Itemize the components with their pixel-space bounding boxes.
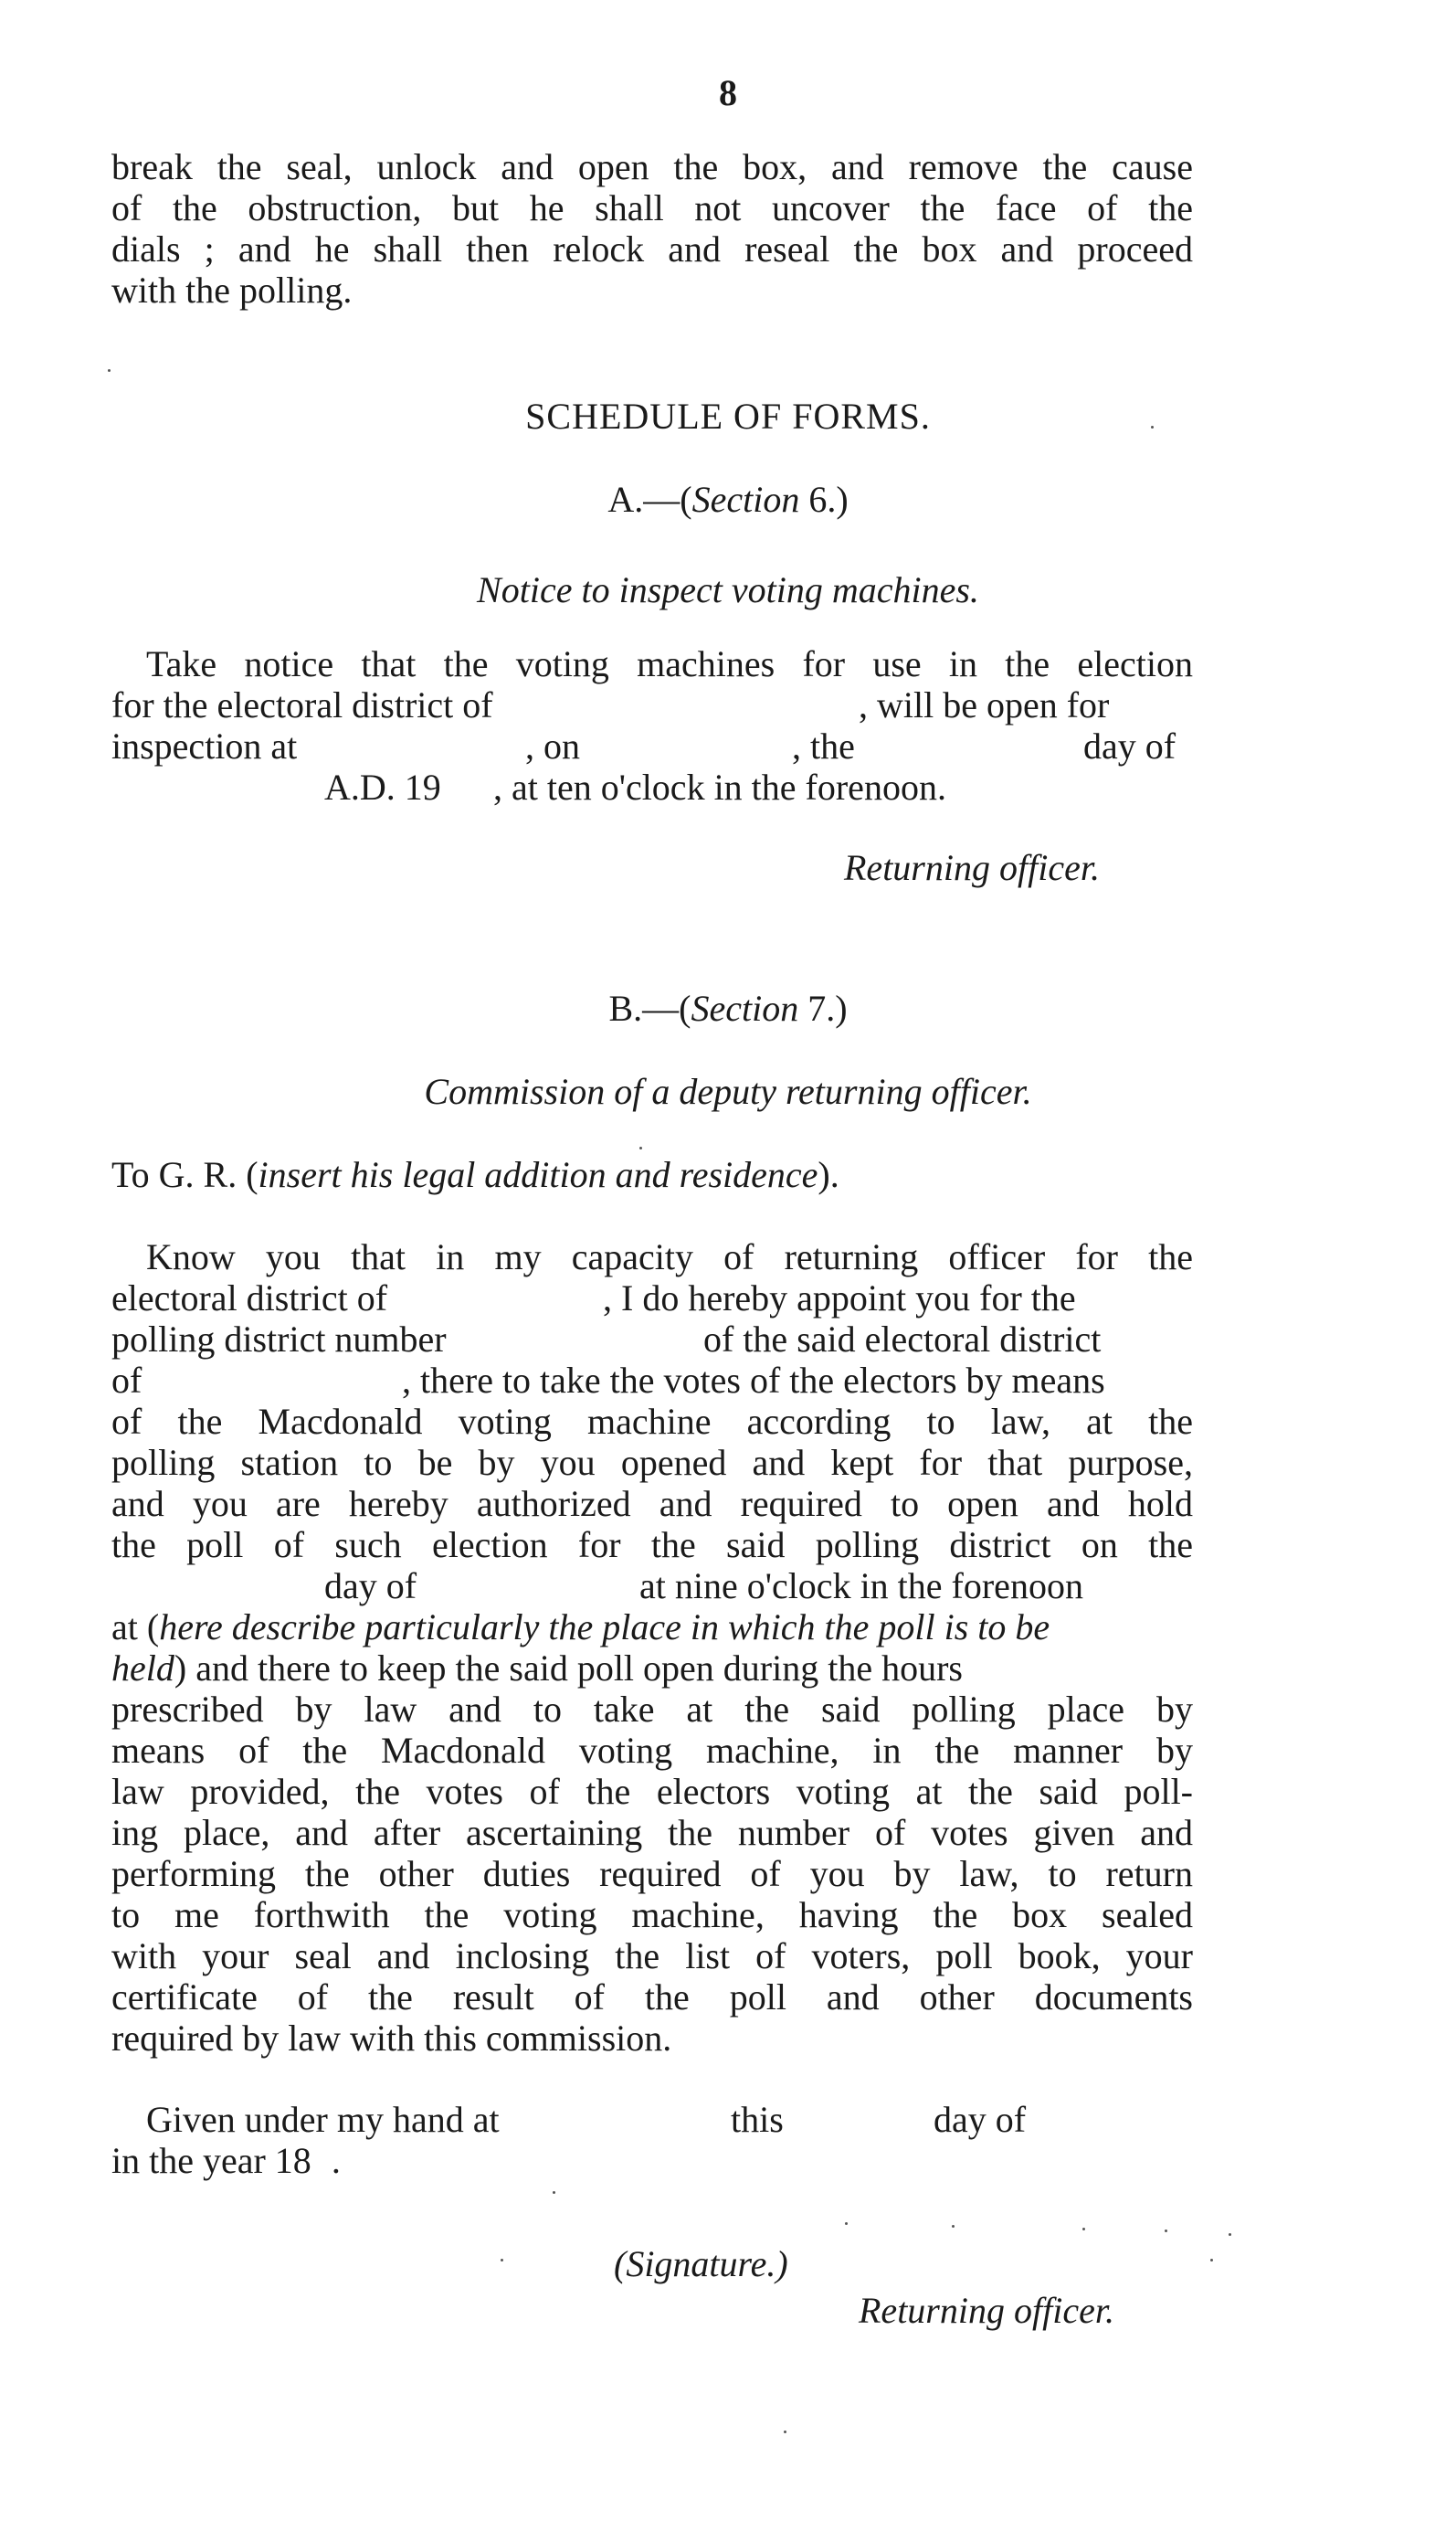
form-b-body-line — [111, 1647, 963, 1689]
form-b-addressee-note: insert his legal addition and residence — [258, 1154, 818, 1195]
form-a-line-4a: A.D. 19 — [324, 767, 441, 808]
form-a-line-2b: , will be open for — [859, 684, 1110, 726]
form-b-body-line: electoral district of — [111, 1277, 388, 1319]
given-under-hand: Given under my hand at — [146, 2099, 500, 2140]
form-b-body-line: polling district number — [111, 1319, 447, 1360]
scan-speck — [845, 2222, 848, 2225]
intro-line: with the polling. — [111, 270, 353, 311]
form-a-signature: Returning officer. — [844, 847, 1100, 888]
form-b-body-line: of the Macdonald voting machine according to law, at the — [111, 1401, 1193, 1442]
scan-speck — [1165, 2230, 1167, 2232]
form-b-section-number: 7.) — [798, 988, 848, 1029]
form-b-body-line: prescribed by law and to take at the said polling place by — [111, 1689, 1193, 1730]
scan-speck — [553, 2191, 555, 2194]
scan-speck — [1082, 2228, 1085, 2230]
given-year — [111, 2139, 341, 2182]
form-b-heading — [0, 987, 1456, 1030]
form-b-body-line-start: at ( — [111, 1606, 160, 1647]
scan-speck — [108, 369, 111, 372]
form-a-line-1: Take notice that the voting machines for use in the election — [146, 643, 1193, 684]
form-b-body-line-note: held — [111, 1647, 174, 1689]
form-b-body-line: law provided, the votes of the electors voting at the said poll- — [111, 1771, 1193, 1812]
form-a-letter: A.—( — [607, 479, 692, 520]
page-number: 8 — [719, 72, 737, 113]
form-a-subtitle: Notice to inspect voting machines. — [477, 569, 979, 610]
form-b-body-line — [111, 1605, 1050, 1648]
form-b-addressee-end: ). — [818, 1154, 839, 1195]
given-day-of: day of — [934, 2099, 1027, 2140]
form-b-body-line-rest: ) and there to keep the said poll open during the hours — [174, 1647, 963, 1689]
intro-line: break the seal, unlock and open the box, and remove the cause — [111, 146, 1193, 187]
form-b-body-line: required by law with this commission. — [111, 2018, 672, 2059]
form-b-body-line: day of — [324, 1565, 417, 1606]
form-a-section-word: Section — [691, 479, 800, 520]
form-b-body-line: to me forthwith the voting machine, having the box sealed — [111, 1894, 1193, 1935]
form-b-body-line: , I do hereby appoint you for the — [603, 1277, 1076, 1319]
form-b-body-line: the poll of such election for the said polling district on the — [111, 1524, 1193, 1565]
form-a-line-2a: for the electoral district of — [111, 684, 493, 726]
given-year-text: in the year 18 — [111, 2140, 311, 2181]
form-b-addressee — [111, 1153, 839, 1196]
scan-speck — [639, 1147, 642, 1149]
form-b-body-line: means of the Macdonald voting machine, in the manner by — [111, 1730, 1193, 1771]
scan-speck — [1151, 426, 1154, 429]
form-b-body-line: of — [111, 1360, 142, 1401]
given-this: this — [731, 2099, 784, 2140]
form-b-body-line: of the said electoral district — [703, 1319, 1102, 1360]
form-b-body-line: ing place, and after ascertaining the number of votes given and — [111, 1812, 1193, 1853]
signature-title: Returning officer. — [859, 2290, 1114, 2331]
form-b-body-line: certificate of the result of the poll and other documents — [111, 1976, 1193, 2018]
form-b-body-line: at nine o'clock in the forenoon — [639, 1565, 1083, 1606]
scan-speck — [1210, 2259, 1213, 2261]
form-b-body-line: , there to take the votes of the electors by means — [402, 1360, 1105, 1401]
form-a-section-number: 6.) — [799, 479, 849, 520]
form-b-body-line: polling station to be by you opened and kept for that purpose, — [111, 1442, 1193, 1483]
form-a-line-3b: , on — [525, 726, 580, 767]
given-year-period: . — [331, 2140, 341, 2181]
form-b-section-word: Section — [691, 988, 799, 1029]
form-b-body-line: Know you that in my capacity of returning officer for the — [146, 1236, 1193, 1277]
form-a-heading — [0, 478, 1456, 521]
form-a-line-3d: day of — [1083, 726, 1176, 767]
intro-paragraph — [111, 146, 1193, 311]
form-b-body-line: performing the other duties required of you by law, to return — [111, 1853, 1193, 1894]
schedule-title: SCHEDULE OF FORMS. — [525, 396, 931, 437]
form-b-body-line: and you are hereby authorized and required to open and hold — [111, 1483, 1193, 1524]
signature-label: (Signature.) — [614, 2243, 788, 2284]
scan-speck — [501, 2259, 503, 2261]
intro-line: of the obstruction, but he shall not uncover the face of the — [111, 187, 1193, 228]
form-b-addressee-start: To G. R. ( — [111, 1154, 258, 1195]
scan-speck — [1229, 2233, 1231, 2236]
form-a-line-3a: inspection at — [111, 726, 298, 767]
form-a-line-3c: , the — [792, 726, 855, 767]
form-a-line-4b: , at ten o'clock in the forenoon. — [493, 767, 946, 808]
form-b-body-line: with your seal and inclosing the list of voters, poll book, your — [111, 1935, 1193, 1976]
form-b-letter: B.—( — [608, 988, 691, 1029]
scan-speck — [784, 2431, 786, 2433]
scan-speck — [952, 2225, 955, 2228]
form-b-body-line-note: here describe particularly the place in which the poll is to be — [159, 1606, 1050, 1647]
intro-line: dials ; and he shall then relock and reseal the box and proceed — [111, 228, 1193, 270]
form-b-subtitle: Commission of a deputy returning officer. — [424, 1071, 1032, 1112]
